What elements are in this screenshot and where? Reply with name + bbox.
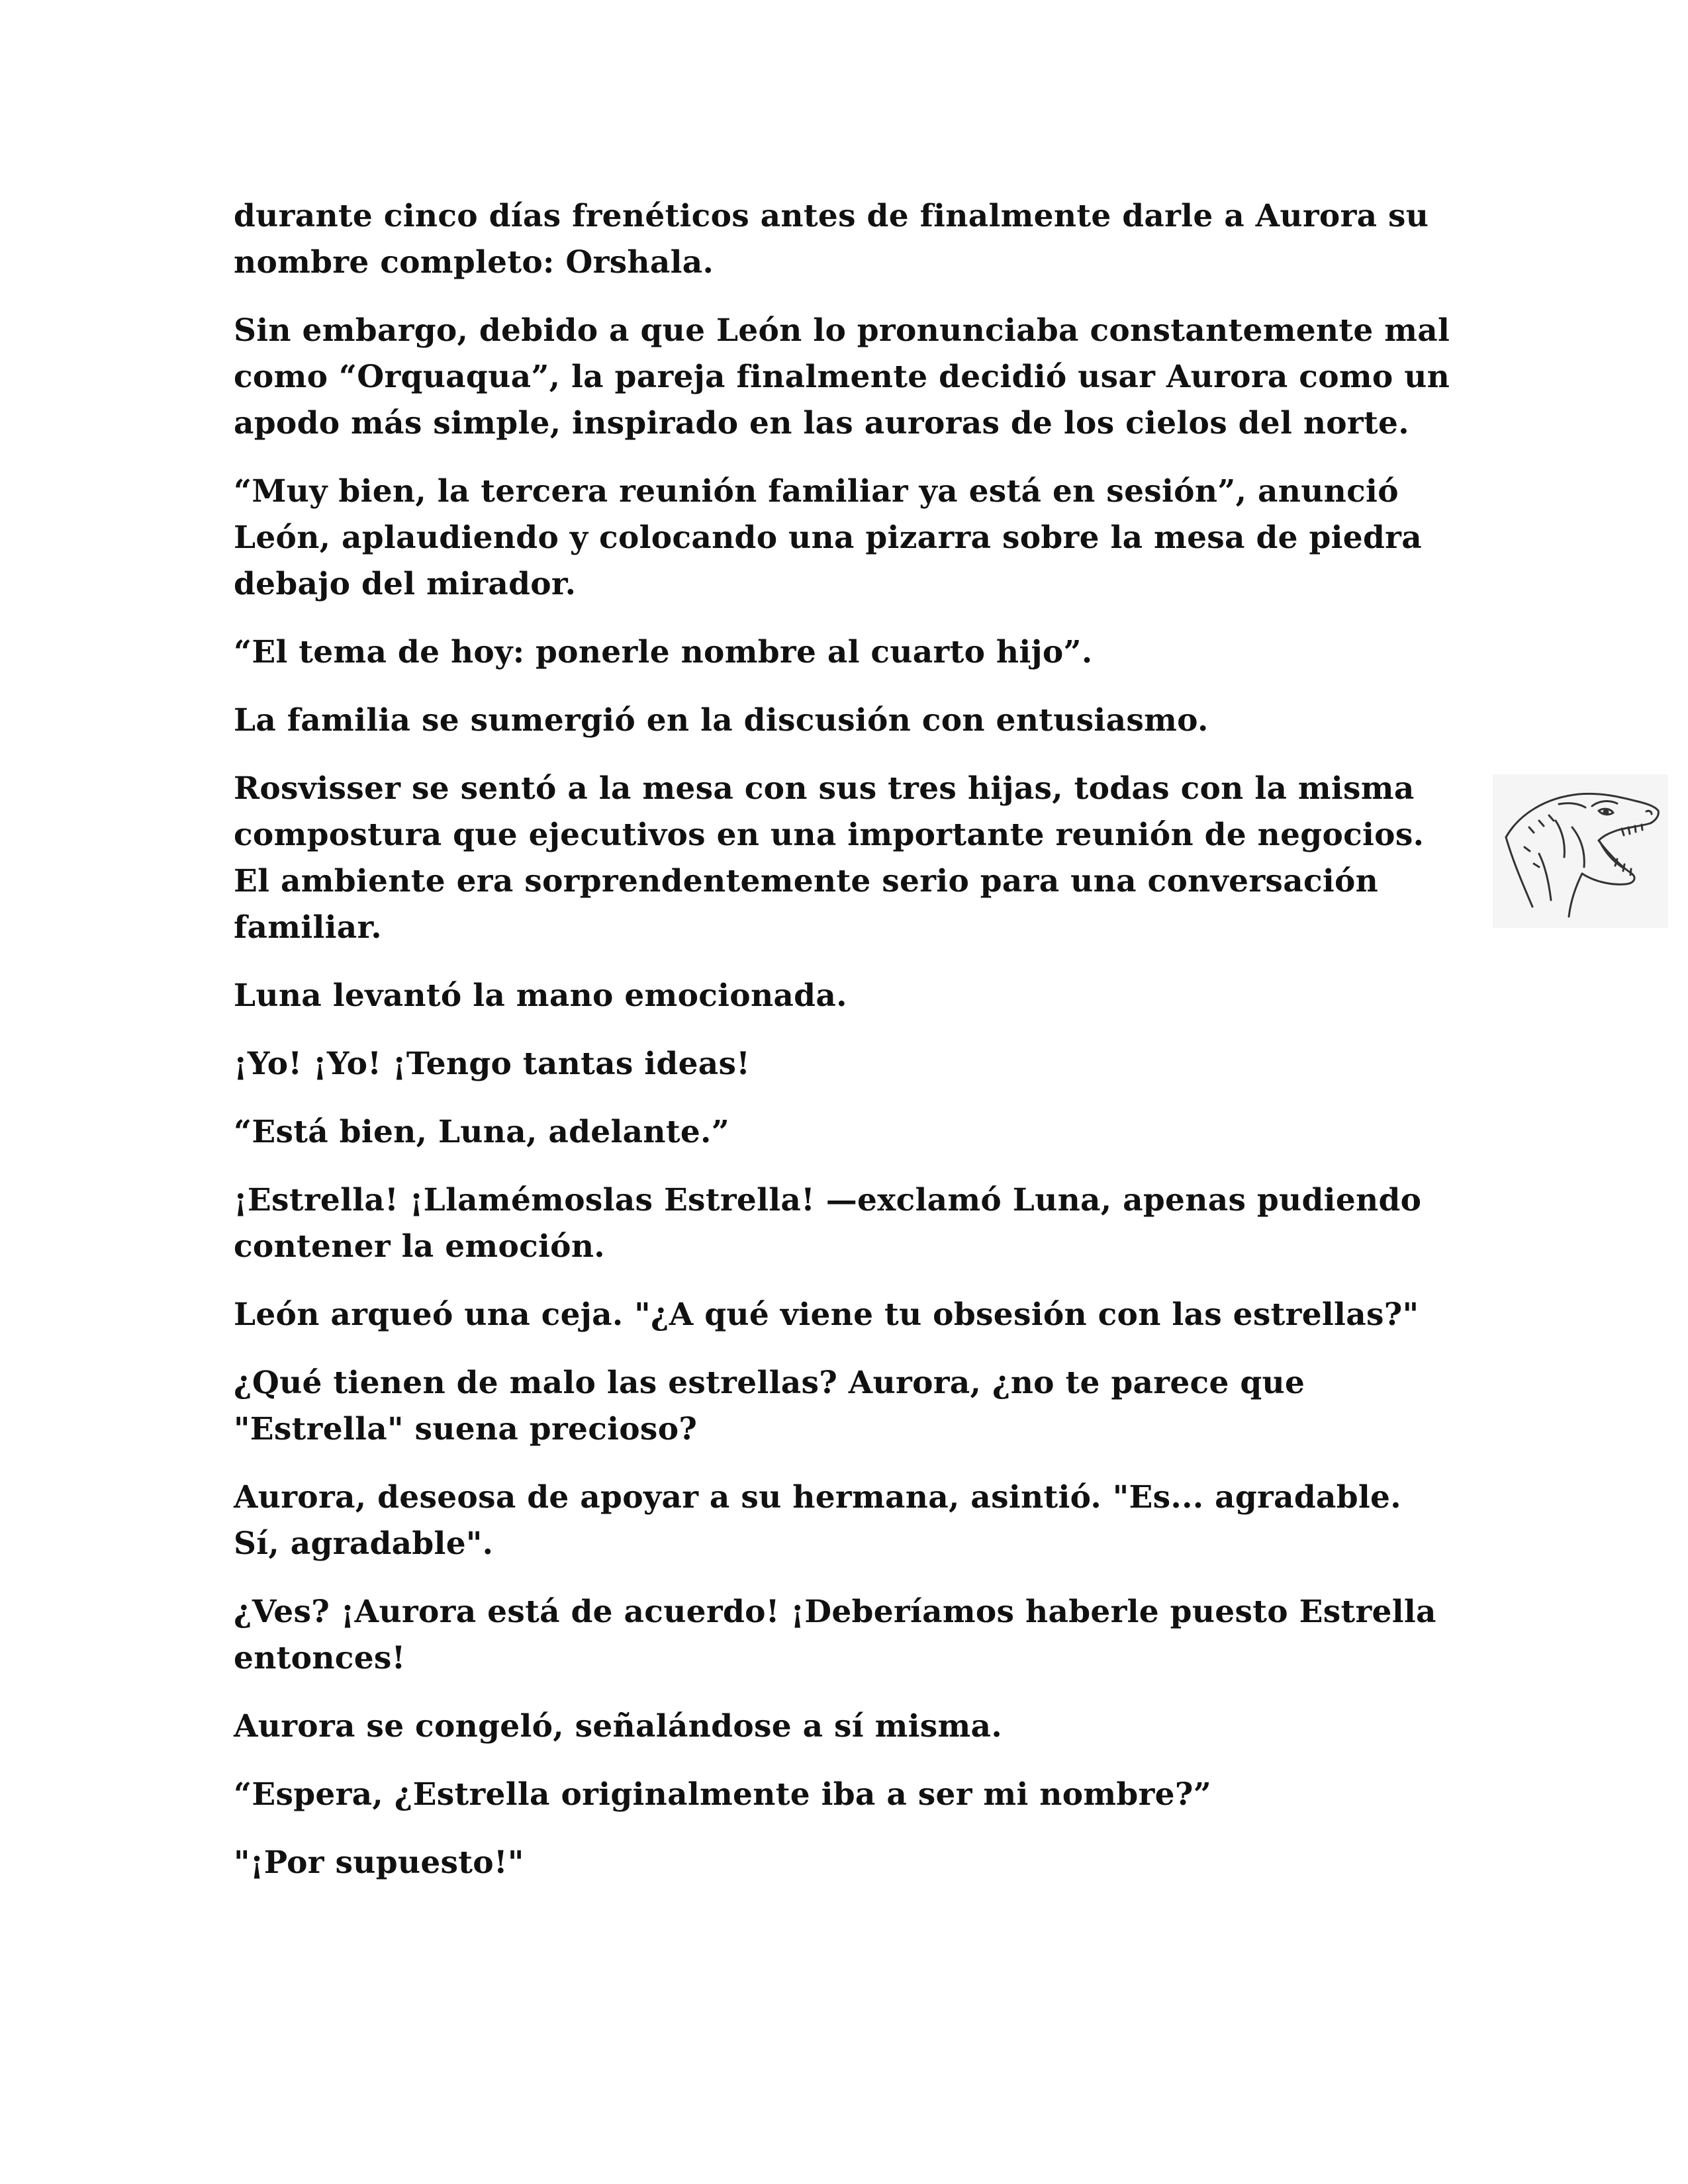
paragraph-3: “Muy bien, la tercera reunión familiar ya está en sesión”, anunció León, aplaudiendo y colocando una pizarra sobre la mesa de piedra debajo del mirador. <box>234 473 1422 602</box>
paragraph-16: “Espera, ¿Estrella originalmente iba a ser mi nombre?” <box>234 1776 1212 1813</box>
paragraph-12: ¿Qué tienen de malo las estrellas? Aurora, ¿no te parece que "Estrella" suena precioso? <box>234 1365 1305 1447</box>
paragraph-13: Aurora, deseosa de apoyar a su hermana, asintió. "Es... agradable. Sí, agradable". <box>234 1479 1401 1562</box>
paragraph-15: Aurora se congeló, señalándose a sí misma. <box>234 1708 1002 1745</box>
paragraph-8: ¡Yo! ¡Yo! ¡Tengo tantas ideas! <box>234 1046 751 1082</box>
paragraph-10: ¡Estrella! ¡Llamémoslas Estrella! —exclamó Luna, apenas pudiendo contener la emoción. <box>234 1182 1422 1265</box>
paragraph-6: Rosvisser se sentó a la mesa con sus tres hijas, todas con la misma compostura que ejecutivos en una importante reunión de negocios. El ambiente era sorprendentemente serio para una conversación familiar. <box>234 770 1425 946</box>
paragraph-1: durante cinco días frenéticos antes de finalmente darle a Aurora su nombre completo: Orshala. <box>234 198 1429 281</box>
paragraph-17: "¡Por supuesto!" <box>234 1844 524 1881</box>
paragraph-2: Sin embargo, debido a que León lo pronunciaba constantemente mal como “Orquaqua”, la pareja finalmente decidió usar Aurora como un apodo más simple, inspirado en las auroras de los cielos del norte. <box>234 312 1450 441</box>
paragraph-5: La familia se sumergió en la discusión con entusiasmo. <box>234 702 1209 739</box>
paragraph-9: “Está bien, Luna, adelante.” <box>234 1114 730 1150</box>
paragraph-4: “El tema de hoy: ponerle nombre al cuarto hijo”. <box>234 634 1093 670</box>
dinosaur-head-sketch-icon <box>1493 774 1668 928</box>
body-text <box>234 193 1455 1908</box>
paragraph-11: León arqueó una ceja. "¿A qué viene tu obsesión con las estrellas?" <box>234 1297 1419 1333</box>
paragraph-7: Luna levantó la mano emocionada. <box>234 978 847 1014</box>
paragraph-14: ¿Ves? ¡Aurora está de acuerdo! ¡Deberíamos haberle puesto Estrella entonces! <box>234 1594 1436 1676</box>
